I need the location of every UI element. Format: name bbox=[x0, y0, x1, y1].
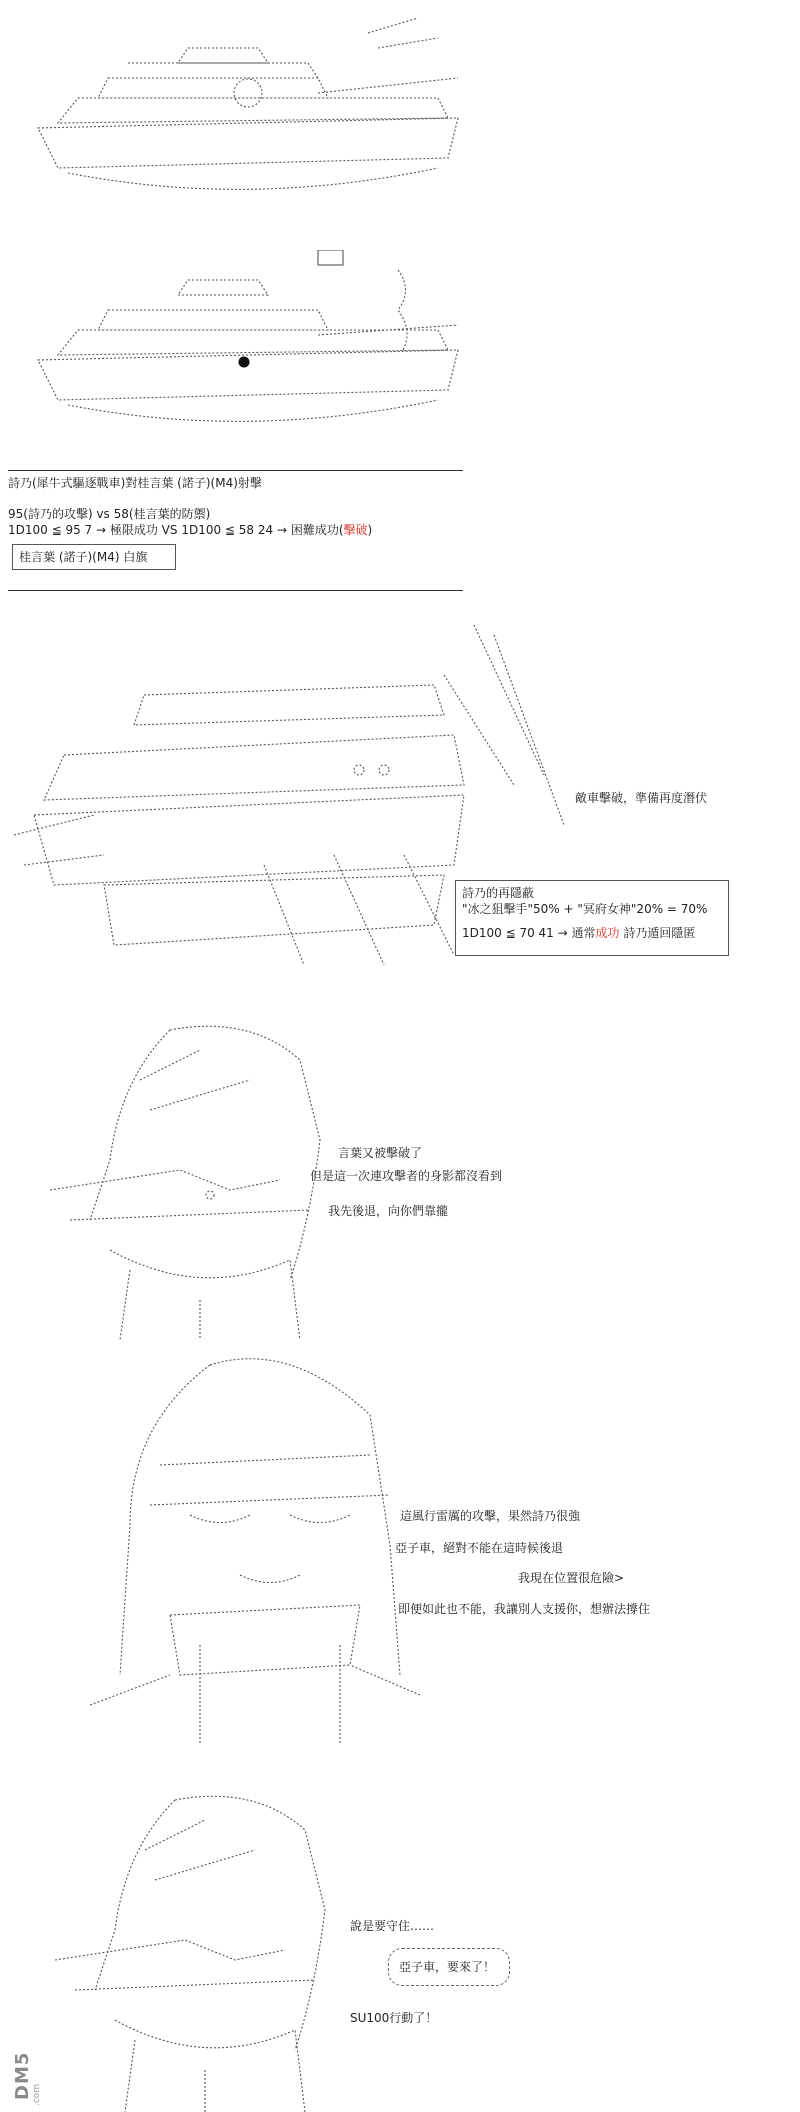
rehide-box bbox=[455, 880, 729, 956]
rehide-title: 詩乃的再隱蔽 bbox=[462, 886, 535, 900]
rehide-modifiers: "冰之狙擊手"50% + "冥府女神"20% = 70% bbox=[462, 902, 708, 916]
speech-line: 我現在位置很危險> bbox=[518, 1571, 625, 1585]
success-label: 成功 bbox=[595, 926, 620, 940]
divider bbox=[8, 590, 463, 591]
attack-vs-line: 95(詩乃的攻擊) vs 58(桂言葉的防禦) bbox=[8, 507, 211, 521]
tank-art-top bbox=[18, 8, 468, 218]
roll-close: ) bbox=[367, 523, 373, 537]
shino-art bbox=[55, 1790, 375, 2112]
rehide-roll-suffix: 詩乃遁回隱匿 bbox=[619, 926, 696, 940]
rehide-roll-text: 1D100 ≦ 70 41 → 通常 bbox=[462, 926, 596, 940]
rehide-roll bbox=[456, 917, 728, 941]
divider bbox=[8, 470, 463, 471]
white-flag-box bbox=[12, 544, 176, 570]
speech-line: 我先後退，向你們靠攏 bbox=[328, 1204, 449, 1218]
speech-line: SU100行動了！ bbox=[350, 2011, 438, 2025]
speech-line: 說是要守住…… bbox=[350, 1919, 435, 1933]
roll-result-line bbox=[8, 522, 372, 538]
roll-text: 1D100 ≦ 95 7 → 極限成功 VS 1D100 ≦ 58 24 → 困難成功( bbox=[8, 523, 344, 537]
speech-line: 言葉又被擊破了 bbox=[338, 1146, 423, 1160]
watermark-logo: DM5 bbox=[12, 2051, 33, 2100]
shout-bubble bbox=[388, 1948, 510, 1986]
speech-line: 但是這一次連攻擊者的身影都沒看到 bbox=[310, 1169, 503, 1183]
destroyed-label: 擊破 bbox=[343, 523, 368, 537]
attack-caption: 詩乃(犀牛式驅逐戰車)對桂言葉 (諾子)(M4)射擊 bbox=[8, 476, 262, 490]
tank-firing-art bbox=[18, 250, 468, 450]
watermark-url: .com bbox=[32, 2083, 42, 2106]
speech-enemy-destroyed: 敵車擊破，準備再度潛伏 bbox=[575, 791, 708, 805]
white-flag-text: 桂言葉 (諾子)(M4) 白旗 bbox=[19, 550, 148, 564]
speech-line: 即便如此也不能，我讓別人支援你，想辦法撐住 bbox=[398, 1602, 651, 1616]
girl-art bbox=[90, 1345, 420, 1755]
speech-line: 這風行雷厲的攻擊，果然詩乃很強 bbox=[400, 1509, 581, 1523]
shout-text: 亞子車，要來了！ bbox=[399, 1960, 496, 1974]
speech-line: 亞子車，絕對不能在這時候後退 bbox=[395, 1541, 564, 1555]
